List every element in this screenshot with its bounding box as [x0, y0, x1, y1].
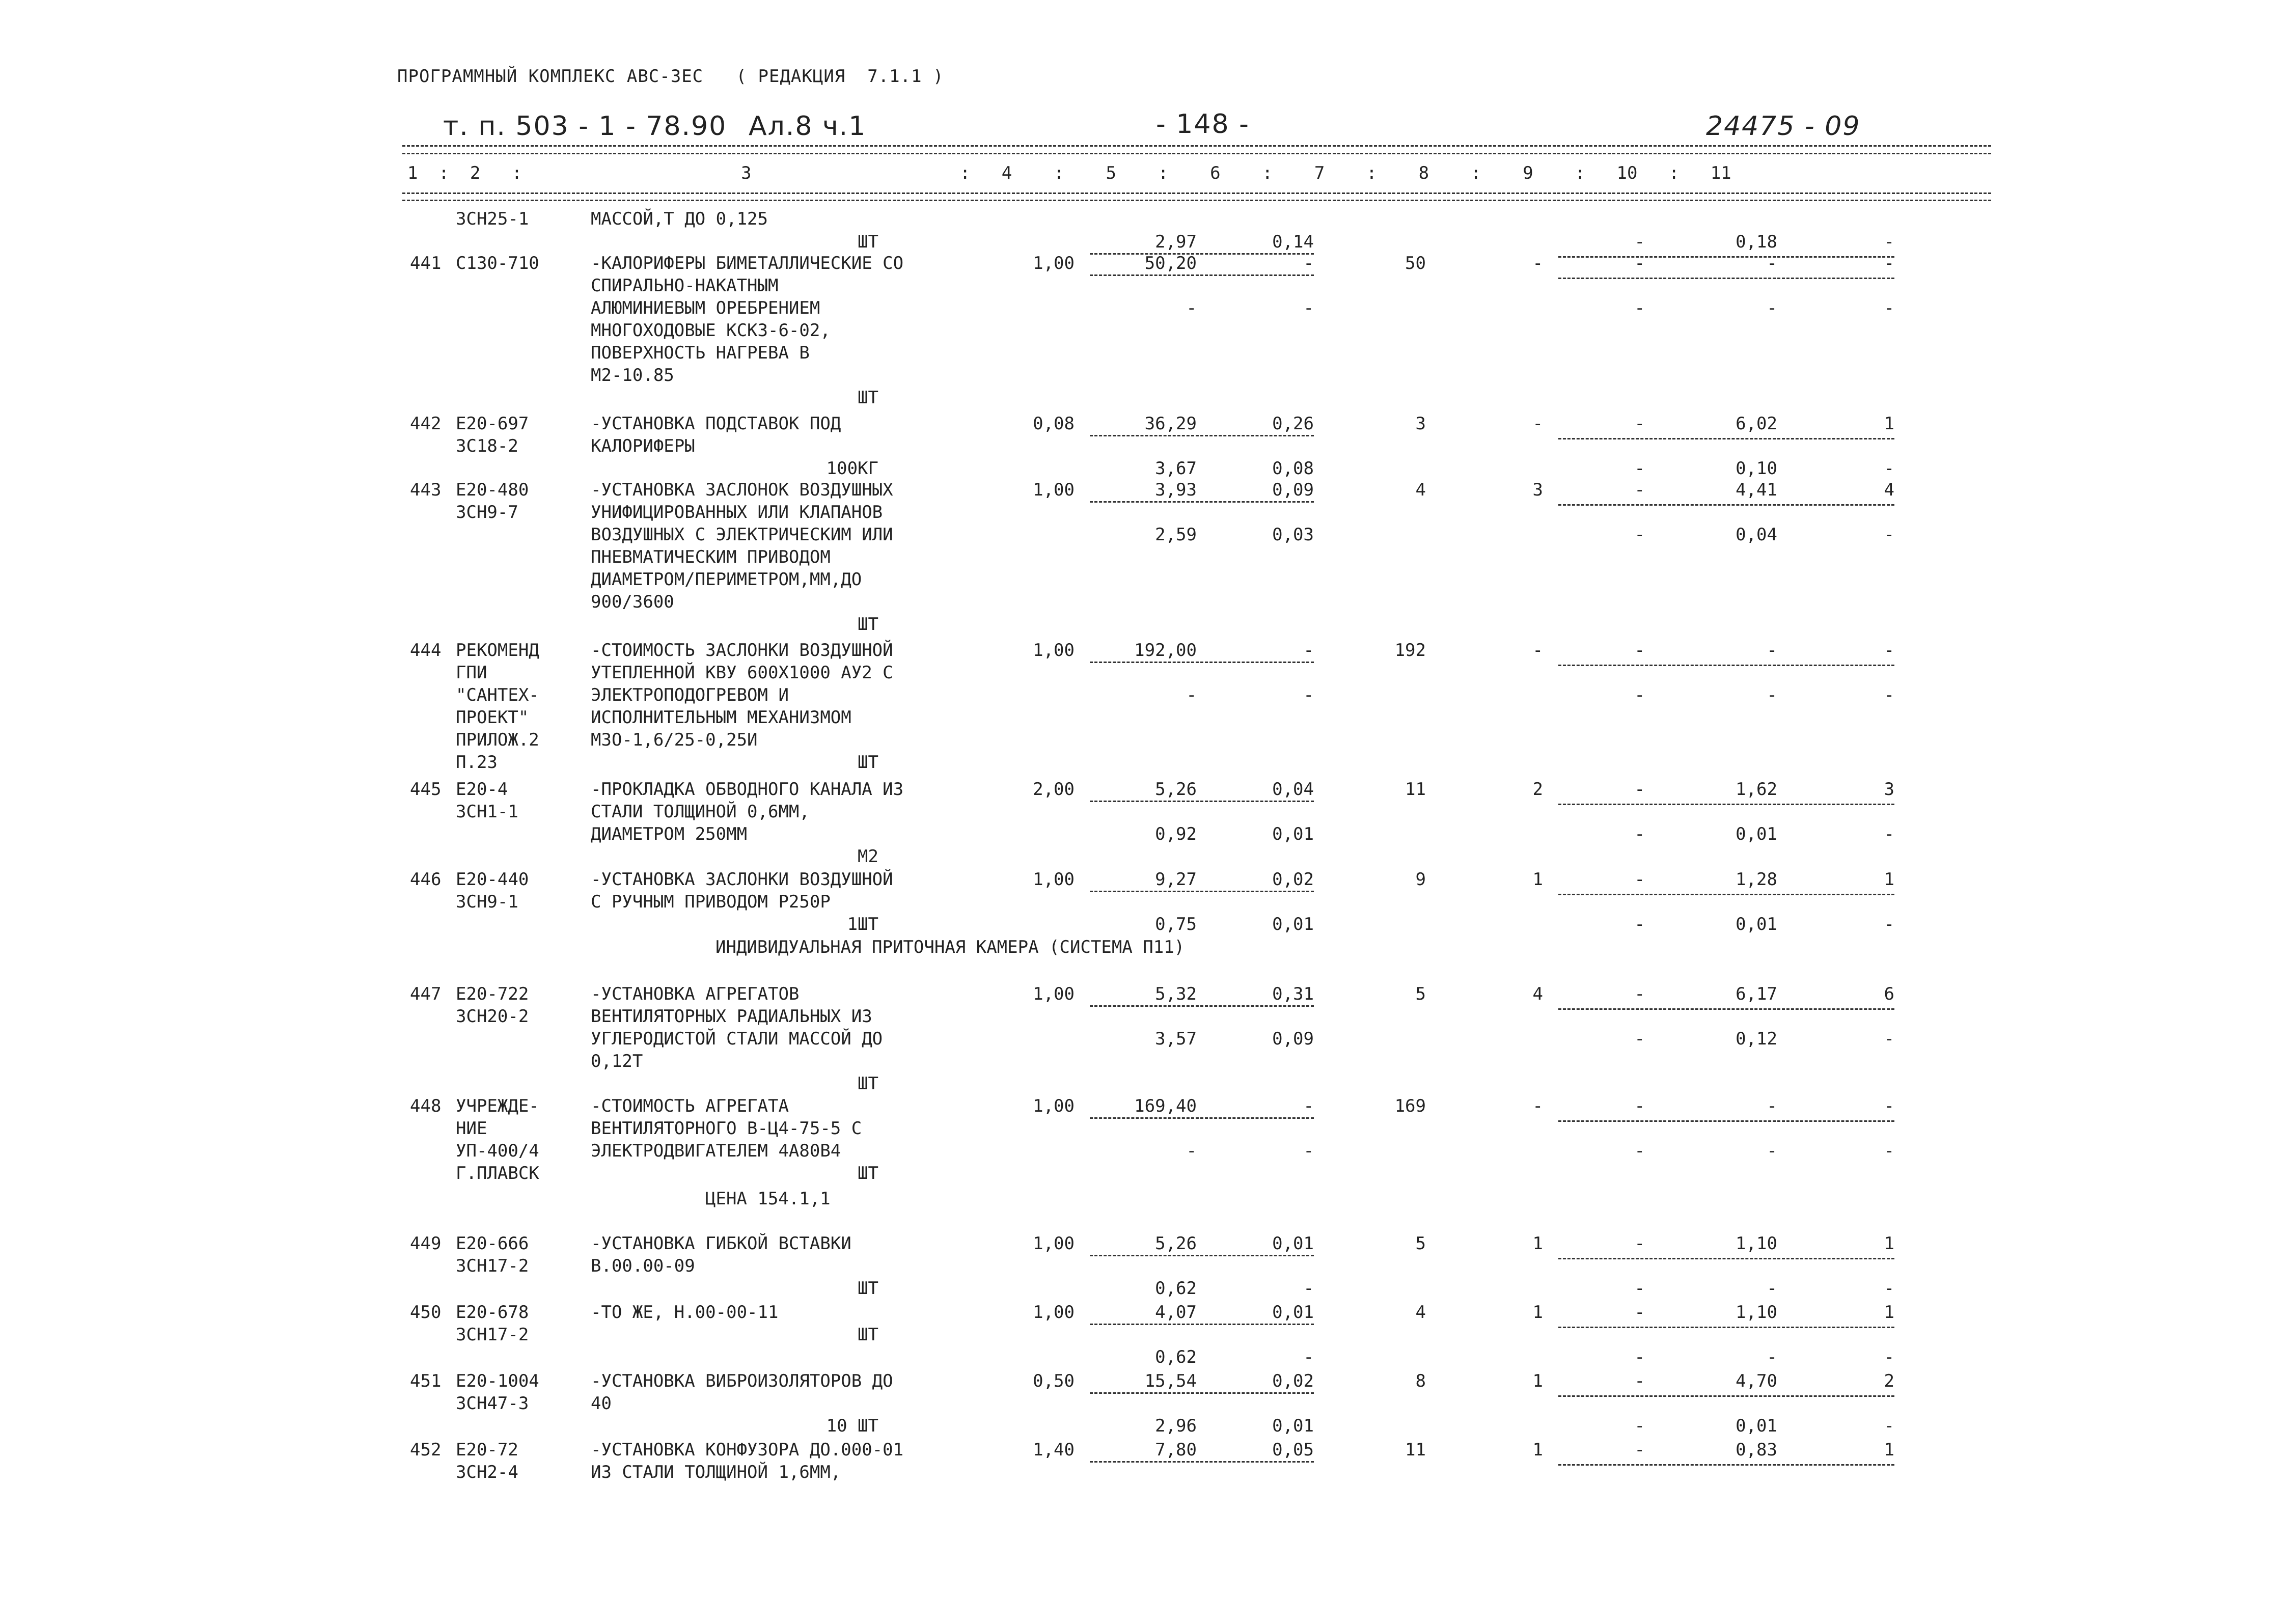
cost-value-c9: - [1634, 232, 1645, 252]
cost-value-c5: 3,93 [1155, 480, 1197, 500]
value-separator [1090, 1461, 1314, 1463]
total-value-c8: 4 [1532, 984, 1543, 1004]
work-description: СПИРАЛЬНО-НАКАТНЫМ [591, 276, 779, 296]
value-separator [1090, 501, 1314, 503]
cost-value-c10-secondary: - [1767, 298, 1777, 318]
work-description: МАССОЙ,Т ДО 0,125 [591, 209, 768, 229]
cost-value-c10-secondary: 0,10 [1736, 458, 1777, 479]
cost-value-c5: 4,07 [1155, 1302, 1197, 1323]
cost-value-c6-secondary: 0,01 [1272, 914, 1314, 934]
norm-code: Е20-697 [456, 414, 529, 434]
norm-code: Е20-480 [456, 480, 529, 500]
cost-value-c9: - [1634, 1371, 1645, 1391]
unit-of-measure: 1ШТ [847, 914, 878, 934]
cost-value-c10: 0,18 [1736, 232, 1777, 252]
cost-value-c6-secondary: 0,09 [1272, 1029, 1314, 1049]
unit-of-measure: ШТ [858, 388, 878, 408]
unit-of-measure: ШТ [858, 1074, 878, 1094]
work-description: МЗО-1,6/25-0,25И [591, 730, 758, 750]
cost-value-c10: 0,83 [1736, 1440, 1777, 1460]
row-number: 444 [410, 640, 442, 660]
work-description: УГЛЕРОДИСТОЙ СТАЛИ МАССОЙ ДО [591, 1029, 883, 1049]
work-description: СТАЛИ ТОЛЩИНОЙ 0,6ММ, [591, 802, 810, 822]
unit-of-measure: ШТ [858, 232, 878, 252]
cost-value-c5: 15,54 [1144, 1371, 1197, 1391]
cost-value-c5-secondary: 3,67 [1155, 458, 1197, 479]
total-value-c8: 1 [1532, 869, 1543, 890]
row-number: 449 [410, 1233, 442, 1254]
cost-value-c5-secondary: 0,75 [1155, 914, 1197, 934]
cost-value-c9-secondary: - [1634, 1029, 1645, 1049]
cost-value-c11: - [1884, 1096, 1894, 1116]
work-description: -УСТАНОВКА ЗАСЛОНКИ ВОЗДУШНОЙ [591, 869, 893, 890]
cost-value-c5: 5,32 [1155, 984, 1197, 1004]
norm-code: ПРОЕКТ" [456, 707, 529, 728]
cost-value-c10: 1,62 [1736, 779, 1777, 800]
quantity-value: 1,00 [1033, 869, 1075, 890]
work-description: УНИФИЦИРОВАННЫХ ИЛИ КЛАПАНОВ [591, 502, 883, 522]
sheet-number: 24475 - 09 [1706, 111, 1861, 142]
row-number: 451 [410, 1371, 442, 1391]
work-description: АЛЮМИНИЕВЫМ ОРЕБРЕНИЕМ [591, 298, 820, 318]
work-description: ИСПОЛНИТЕЛЬНЫМ МЕХАНИЗМОМ [591, 707, 851, 728]
cost-value-c11: 1 [1884, 869, 1894, 890]
cost-value-c11: 1 [1884, 1233, 1894, 1254]
cost-value-c11-secondary: - [1884, 1141, 1894, 1161]
work-description: -УСТАНОВКА ПОДСТАВОК ПОД [591, 414, 841, 434]
cost-value-c11: - [1884, 640, 1894, 660]
cost-value-c5: 5,26 [1155, 1233, 1197, 1254]
cost-value-c9-secondary: - [1634, 1416, 1645, 1436]
work-description: С РУЧНЫМ ПРИВОДОМ Р250Р [591, 892, 831, 912]
cost-value-c6: - [1303, 1096, 1314, 1116]
cost-value-c5-secondary: 0,92 [1155, 824, 1197, 844]
page-number: - 148 - [1156, 109, 1250, 140]
cost-value-c6: 0,09 [1272, 480, 1314, 500]
value-separator [1090, 1117, 1314, 1119]
work-description: УТЕПЛЕННОЙ КВУ 600Х1000 АУ2 С [591, 663, 893, 683]
row-number: 446 [410, 869, 442, 890]
quantity-value: 0,50 [1033, 1371, 1075, 1391]
cost-value-c6: 0,01 [1272, 1233, 1314, 1254]
work-description: -КАЛОРИФЕРЫ БИМЕТАЛЛИЧЕСКИЕ СО [591, 253, 904, 273]
unit-of-measure: ШТ [858, 1163, 878, 1183]
quantity-value: 1,00 [1033, 1233, 1075, 1254]
cost-value-c10-secondary: - [1767, 1278, 1777, 1299]
norm-code: Е20-72 [456, 1440, 518, 1460]
quantity-value: 1,00 [1033, 480, 1075, 500]
cost-value-c11: 1 [1884, 414, 1894, 434]
program-header: ПРОГРАММНЫЙ КОМПЛЕКС АВС-ЗЕС ( РЕДАКЦИЯ 7.1.1 ) [397, 66, 944, 87]
norm-code: РЕКОМЕНД [456, 640, 539, 660]
value-separator [1090, 1255, 1314, 1256]
cost-value-c9-secondary: - [1634, 298, 1645, 318]
cost-value-c5: 7,80 [1155, 1440, 1197, 1460]
cost-value-c10-secondary: - [1767, 1141, 1777, 1161]
column-header: 1 : 2 : 3 : 4 : 5 : 6 : 7 : 8 : 9 : 10 : 11 [407, 163, 1731, 183]
work-description: -УСТАНОВКА ВИБРОИЗОЛЯТОРОВ ДО [591, 1371, 893, 1391]
cost-value-c5: 9,27 [1155, 869, 1197, 890]
work-description: В.00.00-09 [591, 1256, 695, 1276]
norm-code: ЗСН47-3 [456, 1393, 529, 1414]
value-separator [1090, 253, 1314, 255]
total-value-c8: 1 [1532, 1233, 1543, 1254]
cost-value-c9-secondary: - [1634, 1347, 1645, 1367]
row-number: 445 [410, 779, 442, 800]
value-separator [1090, 662, 1314, 663]
cost-value-c6: 0,05 [1272, 1440, 1314, 1460]
column-header-rule [402, 192, 1991, 194]
work-description: -УСТАНОВКА АГРЕГАТОВ [591, 984, 800, 1004]
cost-value-c9-secondary: - [1634, 824, 1645, 844]
cost-value-c11-secondary: - [1884, 1416, 1894, 1436]
unit-of-measure: М2 [858, 846, 878, 867]
total-value-c7: 50 [1405, 253, 1426, 273]
total-value-c7: 169 [1394, 1096, 1426, 1116]
work-description: ЭЛЕКТРОДВИГАТЕЛЕМ 4А80В4 [591, 1141, 841, 1161]
work-description: -УСТАНОВКА ЗАСЛОНОК ВОЗДУШНЫХ [591, 480, 893, 500]
total-value-c8: 2 [1532, 779, 1543, 800]
work-description: ВЕНТИЛЯТОРНЫХ РАДИАЛЬНЫХ ИЗ [591, 1006, 872, 1027]
cost-value-c9-secondary: - [1634, 525, 1645, 545]
total-value-c8: - [1532, 640, 1543, 660]
cost-value-c11-secondary: - [1884, 525, 1894, 545]
cost-value-c6: 0,02 [1272, 869, 1314, 890]
cost-value-c5-secondary: 3,57 [1155, 1029, 1197, 1049]
cost-value-c9-secondary: - [1634, 1141, 1645, 1161]
work-description: КАЛОРИФЕРЫ [591, 436, 695, 456]
value-separator [1090, 274, 1314, 276]
norm-code: ЗСН20-2 [456, 1006, 529, 1027]
cost-value-c11: 3 [1884, 779, 1894, 800]
value-separator [1090, 891, 1314, 892]
value-separator [1558, 278, 1894, 279]
cost-value-c5-secondary: 2,59 [1155, 525, 1197, 545]
total-value-c7: 5 [1415, 1233, 1426, 1254]
cost-value-c9-secondary: - [1634, 914, 1645, 934]
total-value-c7: 192 [1394, 640, 1426, 660]
value-separator [1558, 665, 1894, 666]
cost-value-c5-secondary: - [1186, 298, 1197, 318]
quantity-value: 1,00 [1033, 984, 1075, 1004]
row-number: 448 [410, 1096, 442, 1116]
cost-value-c10: - [1767, 1096, 1777, 1116]
cost-value-c6-secondary: - [1303, 1347, 1314, 1367]
total-value-c8: - [1532, 414, 1543, 434]
cost-value-c6: 0,26 [1272, 414, 1314, 434]
row-number: 441 [410, 253, 442, 273]
row-number: 447 [410, 984, 442, 1004]
norm-code: П.23 [456, 752, 498, 773]
total-value-c7: 8 [1415, 1371, 1426, 1391]
cost-value-c10: 6,02 [1736, 414, 1777, 434]
norm-code: ЗСН9-1 [456, 892, 518, 912]
norm-code: С130-710 [456, 253, 539, 273]
cost-value-c11-secondary: - [1884, 685, 1894, 705]
norm-code: ЗСН9-7 [456, 502, 518, 522]
cost-value-c5: 2,97 [1155, 232, 1197, 252]
total-value-c7: 3 [1415, 414, 1426, 434]
cost-value-c6: - [1303, 640, 1314, 660]
column-header-rule-2 [402, 200, 1991, 201]
cost-value-c6: 0,01 [1272, 1302, 1314, 1323]
work-description: 0,12Т [591, 1051, 643, 1071]
cost-value-c5-secondary: - [1186, 685, 1197, 705]
cost-value-c11-secondary: - [1884, 914, 1894, 934]
cost-value-c11: 6 [1884, 984, 1894, 1004]
value-separator [1558, 438, 1894, 439]
cost-value-c10: 6,17 [1736, 984, 1777, 1004]
cost-value-c11-secondary: - [1884, 458, 1894, 479]
unit-of-measure: ШТ [858, 752, 878, 773]
total-value-c7: 9 [1415, 869, 1426, 890]
value-separator [1558, 1395, 1894, 1397]
quantity-value: 1,40 [1033, 1440, 1075, 1460]
cost-value-c11-secondary: - [1884, 1347, 1894, 1367]
total-value-c8: 3 [1532, 480, 1543, 500]
total-value-c8: - [1532, 1096, 1543, 1116]
norm-code: ЗСН17-2 [456, 1256, 529, 1276]
cost-value-c11: - [1884, 253, 1894, 273]
norm-code: ГПИ [456, 663, 487, 683]
cost-value-c5-secondary: 0,62 [1155, 1278, 1197, 1299]
value-separator [1558, 1258, 1894, 1259]
cost-value-c5-secondary: - [1186, 1141, 1197, 1161]
cost-value-c10: 4,70 [1736, 1371, 1777, 1391]
cost-value-c10: 1,10 [1736, 1233, 1777, 1254]
quantity-value: 1,00 [1033, 253, 1075, 273]
cost-value-c6-secondary: 0,01 [1272, 1416, 1314, 1436]
cost-value-c9: - [1634, 414, 1645, 434]
cost-value-c9: - [1634, 1440, 1645, 1460]
value-separator [1090, 801, 1314, 802]
norm-code: Е20-666 [456, 1233, 529, 1254]
cost-value-c9: - [1634, 253, 1645, 273]
work-description: ВЕНТИЛЯТОРНОГО В-Ц4-75-5 С [591, 1118, 862, 1139]
total-value-c8: - [1532, 253, 1543, 273]
norm-code: НИЕ [456, 1118, 487, 1139]
work-description: 40 [591, 1393, 612, 1414]
cost-value-c6-secondary: 0,03 [1272, 525, 1314, 545]
work-description: -СТОИМОСТЬ АГРЕГАТА [591, 1096, 789, 1116]
cost-value-c10-secondary: - [1767, 685, 1777, 705]
cost-value-c9: - [1634, 1233, 1645, 1254]
value-separator [1558, 1008, 1894, 1010]
cost-value-c11-secondary: - [1884, 1029, 1894, 1049]
cost-value-c6-secondary: 0,01 [1272, 824, 1314, 844]
cost-value-c5: 5,26 [1155, 779, 1197, 800]
row-number: 442 [410, 414, 442, 434]
cost-value-c5: 50,20 [1144, 253, 1197, 273]
work-description: -СТОИМОСТЬ ЗАСЛОНКИ ВОЗДУШНОЙ [591, 640, 893, 660]
cost-value-c9: - [1634, 984, 1645, 1004]
cost-value-c10: 4,41 [1736, 480, 1777, 500]
work-description: -ТО ЖЕ, Н.00-00-11 [591, 1302, 779, 1323]
norm-code: Е20-678 [456, 1302, 529, 1323]
cost-value-c10-secondary: 0,01 [1736, 1416, 1777, 1436]
total-value-c7: 11 [1405, 1440, 1426, 1460]
unit-of-measure: ШТ [858, 1325, 878, 1345]
norm-code: УП-400/4 [456, 1141, 539, 1161]
total-value-c7: 4 [1415, 1302, 1426, 1323]
norm-code: ЗСН2-4 [456, 1462, 518, 1482]
total-value-c7: 11 [1405, 779, 1426, 800]
value-separator [1558, 1120, 1894, 1122]
row-number: 443 [410, 480, 442, 500]
value-separator [1558, 894, 1894, 895]
value-separator [1090, 435, 1314, 436]
cost-value-c9: - [1634, 480, 1645, 500]
cost-value-c9-secondary: - [1634, 685, 1645, 705]
cost-value-c9: - [1634, 1096, 1645, 1116]
cost-value-c5-secondary: 0,62 [1155, 1347, 1197, 1367]
quantity-value: 1,00 [1033, 640, 1075, 660]
cost-value-c11: - [1884, 232, 1894, 252]
norm-code: ЗСН17-2 [456, 1325, 529, 1345]
cost-value-c9: - [1634, 1302, 1645, 1323]
value-separator [1090, 1005, 1314, 1007]
section-heading-p11: ИНДИВИДУАЛЬНАЯ ПРИТОЧНАЯ КАМЕРА (СИСТЕМА П11) [715, 937, 1185, 957]
doc-code: т. п. 503 - 1 - 78.90 [443, 111, 727, 142]
norm-code: Г.ПЛАВСК [456, 1163, 539, 1183]
work-description: 900/3600 [591, 592, 674, 612]
total-value-c8: 1 [1532, 1440, 1543, 1460]
cost-value-c11-secondary: - [1884, 824, 1894, 844]
cost-value-c9: - [1634, 779, 1645, 800]
norm-code: ЗСН25-1 [456, 209, 529, 229]
cost-value-c6-secondary: - [1303, 1141, 1314, 1161]
value-separator [1090, 1324, 1314, 1325]
work-description: ДИАМЕТРОМ/ПЕРИМЕТРОМ,ММ,ДО [591, 569, 862, 590]
work-description: ДИАМЕТРОМ 250ММ [591, 824, 748, 844]
value-separator [1558, 504, 1894, 506]
cost-value-c5-secondary: 2,96 [1155, 1416, 1197, 1436]
cost-value-c11-secondary: - [1884, 298, 1894, 318]
cost-value-c5: 36,29 [1144, 414, 1197, 434]
cost-value-c11-secondary: - [1884, 1278, 1894, 1299]
cost-value-c6-secondary: - [1303, 685, 1314, 705]
quantity-value: 2,00 [1033, 779, 1075, 800]
unit-of-measure: 10 ШТ [826, 1416, 878, 1436]
norm-code: Е20-1004 [456, 1371, 539, 1391]
cost-value-c10-secondary: 0,12 [1736, 1029, 1777, 1049]
cost-value-c11: 2 [1884, 1371, 1894, 1391]
cost-value-c10: 1,10 [1736, 1302, 1777, 1323]
norm-code: Е20-4 [456, 779, 508, 800]
work-description: ПОВЕРХНОСТЬ НАГРЕВА В [591, 343, 810, 363]
cost-value-c5: 192,00 [1134, 640, 1197, 660]
value-separator [1558, 1464, 1894, 1466]
work-description: -ПРОКЛАДКА ОБВОДНОГО КАНАЛА ИЗ [591, 779, 904, 800]
total-value-c8: 1 [1532, 1302, 1543, 1323]
column-header-top-rule [402, 153, 1991, 154]
cost-value-c11: 1 [1884, 1440, 1894, 1460]
row-number: 450 [410, 1302, 442, 1323]
norm-code: ЗСН1-1 [456, 802, 518, 822]
cost-value-c6-secondary: 0,08 [1272, 458, 1314, 479]
cost-value-c9: - [1634, 640, 1645, 660]
row-number: 452 [410, 1440, 442, 1460]
total-value-c7: 4 [1415, 480, 1426, 500]
cost-value-c6-secondary: - [1303, 298, 1314, 318]
total-value-c7: 5 [1415, 984, 1426, 1004]
norm-code: Е20-440 [456, 869, 529, 890]
cost-value-c6: 0,14 [1272, 232, 1314, 252]
cost-value-c6: - [1303, 253, 1314, 273]
work-description: ИЗ СТАЛИ ТОЛЩИНОЙ 1,6ММ, [591, 1462, 841, 1482]
work-description: ЭЛЕКТРОПОДОГРЕВОМ И [591, 685, 789, 705]
work-description: -УСТАНОВКА КОНФУЗОРА ДО.000-01 [591, 1440, 904, 1460]
quantity-value: 0,08 [1033, 414, 1075, 434]
cost-value-c5: 169,40 [1134, 1096, 1197, 1116]
cost-value-c9: - [1634, 869, 1645, 890]
unit-of-measure: 100КГ [826, 458, 878, 479]
album-label: Ал.8 ч.1 [749, 111, 867, 142]
quantity-value: 1,00 [1033, 1096, 1075, 1116]
value-separator [1558, 804, 1894, 805]
norm-code: ЗС18-2 [456, 436, 518, 456]
cost-value-c10: - [1767, 253, 1777, 273]
cost-value-c10-secondary: - [1767, 1347, 1777, 1367]
value-separator [1558, 256, 1894, 258]
cost-value-c10-secondary: 0,04 [1736, 525, 1777, 545]
quantity-value: 1,00 [1033, 1302, 1075, 1323]
cost-value-c10-secondary: 0,01 [1736, 914, 1777, 934]
cost-value-c10: 1,28 [1736, 869, 1777, 890]
cost-value-c6: 0,04 [1272, 779, 1314, 800]
cost-value-c6: 0,31 [1272, 984, 1314, 1004]
cost-value-c9-secondary: - [1634, 458, 1645, 479]
total-value-c8: 1 [1532, 1371, 1543, 1391]
cost-value-c10-secondary: 0,01 [1736, 824, 1777, 844]
work-description: МНОГОХОДОВЫЕ КСК3-6-02, [591, 320, 831, 341]
norm-code: ПРИЛОЖ.2 [456, 730, 539, 750]
work-description: ПНЕВМАТИЧЕСКИМ ПРИВОДОМ [591, 547, 831, 567]
value-separator [1558, 1327, 1894, 1328]
value-separator [1090, 1392, 1314, 1394]
cost-value-c6: 0,02 [1272, 1371, 1314, 1391]
unit-of-measure: ШТ [858, 1278, 878, 1299]
cost-value-c6-secondary: - [1303, 1278, 1314, 1299]
header-rule [402, 145, 1991, 147]
work-description: М2-10.85 [591, 365, 674, 386]
cost-value-c9-secondary: - [1634, 1278, 1645, 1299]
norm-code: Е20-722 [456, 984, 529, 1004]
work-description: -УСТАНОВКА ГИБКОЙ ВСТАВКИ [591, 1233, 851, 1254]
unit-of-measure: ШТ [858, 614, 878, 635]
cost-value-c11: 4 [1884, 480, 1894, 500]
work-description: ВОЗДУШНЫХ С ЭЛЕКТРИЧЕСКИМ ИЛИ [591, 525, 893, 545]
price-note: ЦЕНА 154.1,1 [705, 1189, 831, 1209]
norm-code: УЧРЕЖДЕ- [456, 1096, 539, 1116]
cost-value-c11: 1 [1884, 1302, 1894, 1323]
cost-value-c10: - [1767, 640, 1777, 660]
norm-code: "САНТЕХ- [456, 685, 539, 705]
